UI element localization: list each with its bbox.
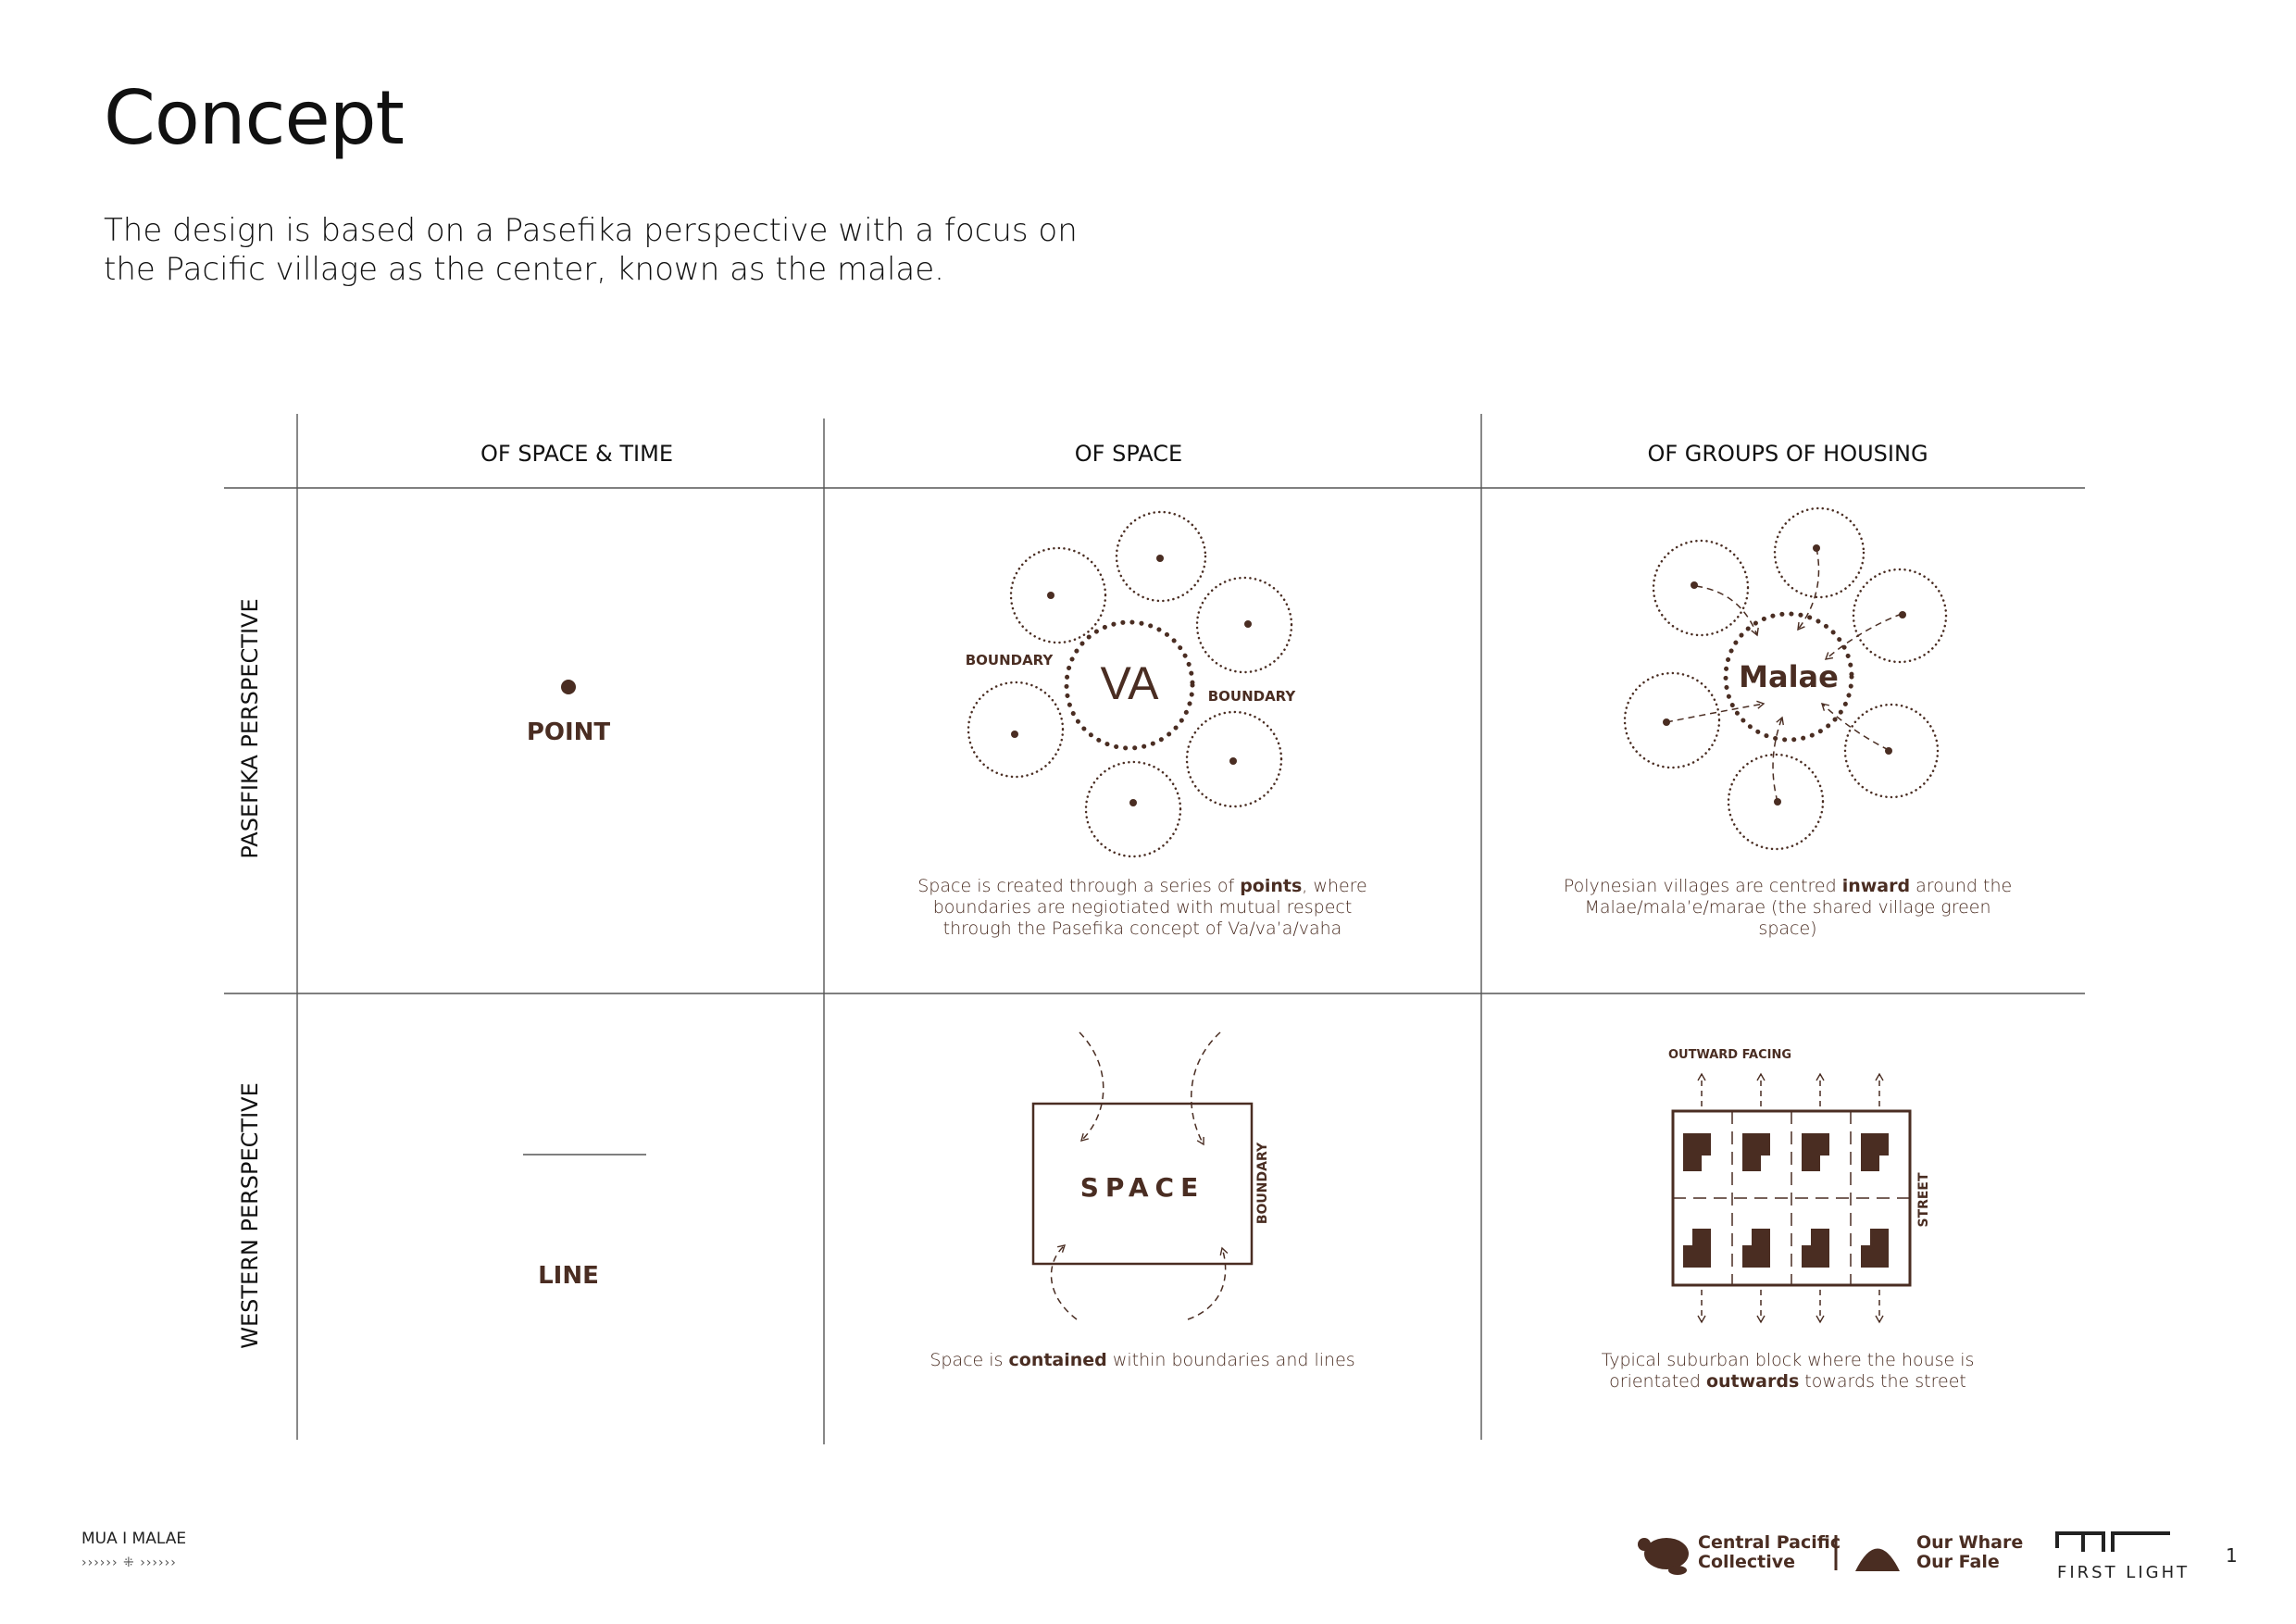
point-dot: [1663, 718, 1670, 726]
column-header-space: OF SPACE: [1074, 441, 1183, 467]
inward-arrow: [1773, 718, 1782, 802]
caption-line-2: boundaries are negiotiated with mutual respect: [932, 897, 1353, 918]
point-dot: [1813, 544, 1820, 552]
cpc-line-2: Collective: [1698, 1552, 1796, 1572]
caption-line-1: [902, 876, 1383, 897]
cpc-logo-mark: [1638, 1538, 1689, 1575]
point-dot: [1047, 592, 1054, 599]
first-light-logo-text: FIRST LIGHT: [2057, 1563, 2190, 1582]
house-shape: [1742, 1229, 1770, 1268]
first-light-glyph: [2057, 1533, 2103, 1552]
point-dot: [1774, 798, 1781, 806]
project-deco: ›››››› ⁜ ››››››: [81, 1555, 177, 1570]
village-circle: [1775, 508, 1864, 597]
street-label: STREET: [1916, 1172, 1931, 1228]
owof-line-1: Our Whare: [1916, 1532, 2024, 1553]
row-header-pasefika: PASEFIKA PERSPECTIVE: [237, 598, 263, 859]
house-shape: [1861, 1229, 1889, 1268]
caption-line-1: [1547, 876, 2028, 897]
point-dot: [1156, 555, 1164, 562]
house-shape: [1742, 1133, 1770, 1171]
owof-line-2: Our Fale: [1916, 1552, 2000, 1572]
space-caption-pasefika: [902, 876, 1383, 940]
intro-line-1: The design is based on a Pasefika perspective with a focus on: [104, 212, 1078, 249]
inward-arrow: [1666, 704, 1764, 722]
point-dot: [1129, 799, 1137, 806]
space-boundary-label: BOUNDARY: [1255, 1142, 1270, 1225]
point-circle: [1197, 578, 1292, 672]
caption-line-1: [902, 1350, 1383, 1371]
point-circle: [1011, 548, 1105, 643]
page-number: 1: [2226, 1544, 2238, 1567]
caption-text: within boundaries and lines: [1106, 1350, 1355, 1370]
space-label: SPACE: [1079, 1172, 1205, 1203]
point-dot: [1899, 611, 1906, 618]
caption-line-2: [1547, 1371, 2028, 1393]
caption-text: Space is: [930, 1350, 1009, 1370]
inward-arrow: [1822, 704, 1889, 750]
caption-line-3: space): [1758, 918, 1817, 939]
caption-text: , where: [1302, 876, 1367, 896]
first-light-logo-mark: [2057, 1533, 2170, 1552]
house-shape: [1683, 1133, 1711, 1171]
point-dot: [1229, 757, 1237, 765]
caption-line-3: through the Pasefika concept of Va/va’a/vaha: [942, 918, 1342, 939]
column-header-housing: OF GROUPS OF HOUSING: [1647, 441, 1928, 467]
inward-arrow: [1826, 614, 1902, 659]
space-caption-western: [902, 1350, 1383, 1371]
point-label: POINT: [526, 718, 611, 746]
caption-line-2: Malae/mala’e/marae (the shared village green: [1584, 897, 1991, 918]
malae-label: Malae: [1739, 659, 1839, 694]
point-dot: [1244, 620, 1252, 628]
intro-line-2: the Pacific village as the center, known as the malae.: [104, 251, 944, 288]
village-circle: [1653, 541, 1748, 635]
page-title: Concept: [104, 75, 404, 161]
cpc-line-1: Central Pacific: [1698, 1532, 1841, 1553]
line-label: LINE: [538, 1262, 599, 1290]
caption-text: towards the street: [1799, 1371, 1966, 1392]
caption-text: orientated: [1609, 1371, 1706, 1392]
point-dot: [1691, 581, 1698, 589]
point-circle: [1086, 762, 1180, 856]
turtle-flipper: [1668, 1566, 1687, 1575]
point-circle: [968, 682, 1063, 777]
village-circle: [1625, 673, 1719, 768]
point-dot: [1011, 731, 1018, 738]
housing-caption-pasefika: [1547, 876, 2028, 940]
point-dot: [1885, 747, 1892, 755]
deflected-arrow: [1051, 1245, 1077, 1319]
deflected-arrow: [1188, 1248, 1226, 1319]
cpc-logo-text: [1698, 1533, 1841, 1572]
suburban-block: [1673, 1074, 1910, 1322]
point-dot: [561, 680, 576, 694]
row-header-western: WESTERN PERSPECTIVE: [237, 1082, 263, 1349]
footer-project: [81, 1530, 186, 1570]
caption-text: around the: [1910, 876, 2013, 896]
caption-text: Polynesian villages are centred: [1563, 876, 1842, 896]
caption-bold: points: [1240, 876, 1303, 896]
owof-logo-mark: [1855, 1549, 1900, 1572]
column-header-space-time: OF SPACE & TIME: [480, 441, 673, 467]
turtle-head: [1638, 1538, 1651, 1551]
house-shape: [1683, 1229, 1711, 1268]
caption-line-1: Typical suburban block where the house is: [1601, 1350, 1975, 1370]
va-label: VA: [1100, 657, 1159, 709]
turtle-shell: [1644, 1538, 1689, 1569]
house-shape: [1861, 1133, 1889, 1171]
house-shape: [1802, 1229, 1829, 1268]
caption-bold: outwards: [1705, 1371, 1800, 1392]
caption-bold: inward: [1841, 876, 1911, 896]
deflected-arrow: [1192, 1032, 1220, 1144]
boundary-label-right: BOUNDARY: [1207, 688, 1296, 705]
houses: [1683, 1133, 1889, 1268]
house-shape: [1802, 1133, 1829, 1171]
project-name: MUA I MALAE: [81, 1530, 187, 1548]
caption-bold: contained: [1008, 1350, 1107, 1370]
boundary-label-left: BOUNDARY: [965, 652, 1054, 668]
first-light-glyph: [2113, 1533, 2170, 1552]
owof-logo-text: [1916, 1533, 2023, 1572]
outward-facing-label: OUTWARD FACING: [1668, 1048, 1791, 1062]
caption-text: Space is created through a series of: [917, 876, 1241, 896]
deflected-arrow: [1079, 1032, 1104, 1141]
housing-caption-western: [1547, 1350, 2028, 1393]
